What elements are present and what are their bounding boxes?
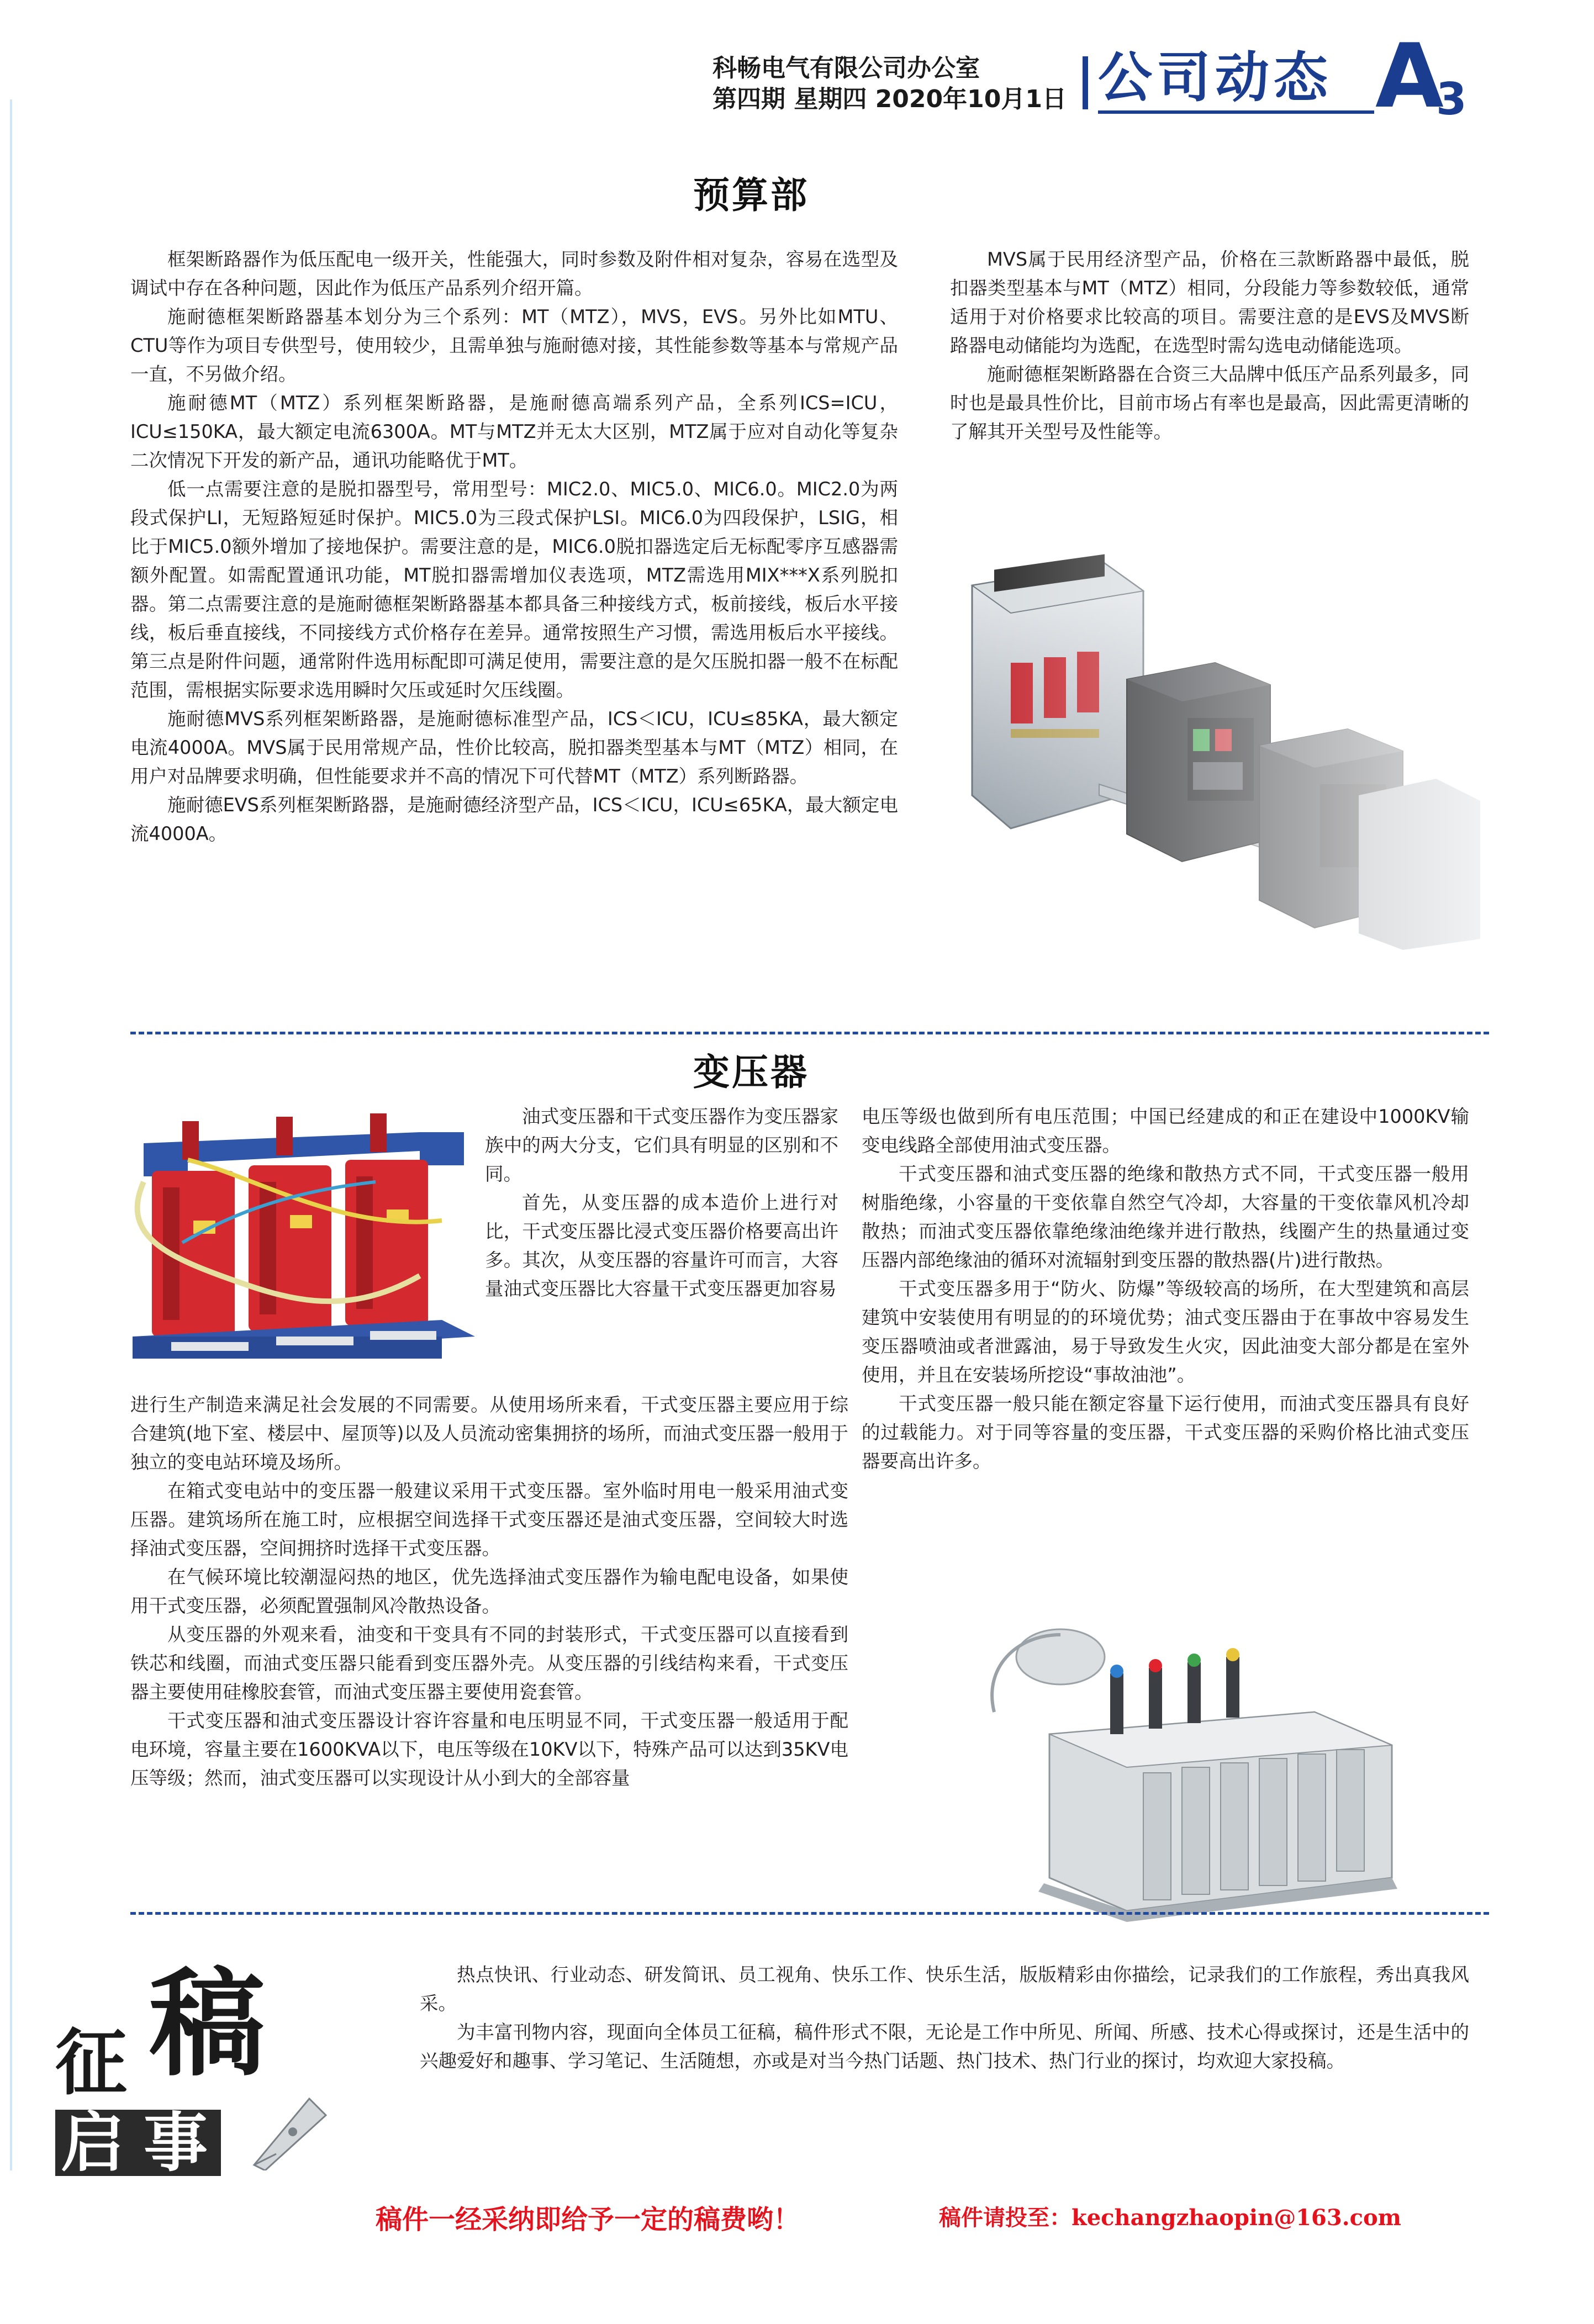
paragraph: 从变压器的外观来看，油变和干变具有不同的封装形式，干式变压器可以直接看到铁芯和线圈，而油式变压器只能看到变压器外壳。从变压器的引线结构来看，干式变压器主要使用硅橡胶套管，而油式变压器主要使用瓷套管。 [130,1624,848,1703]
company-name: 科畅电气有限公司办公室 [712,54,980,82]
call-for-papers-text [420,1961,1469,2075]
pen-nib-icon [243,2088,331,2170]
oil-transformer-image [961,1602,1436,1922]
paragraph: 干式变压器多用于“防火、防爆”等级较高的场所，在大型建筑和高层建筑中安装使用有明显的的环境优势；油式变压器由于在事故中容易发生变压器喷油或者泄露油，易于导致发生火灾，因此油变大部分都是在室外使用，并且在安装场所挖设“事故油池”。 [862,1278,1469,1386]
transformer-left-column [130,1391,848,1793]
section-title-transformer: 变压器 [693,1051,809,1094]
paragraph: 为丰富刊物内容，现面向全体员工征稿，稿件形式不限，无论是工作中所见、所闻、所感、技术心得或探讨，还是生活中的兴趣爱好和趣事、学习笔记、生活随想，亦或是对当今热门话题、热门技术、热门行业的探讨，均欢迎大家投稿。 [420,2021,1469,2072]
page-letter: A [1375,24,1444,128]
transformer-intro [485,1102,838,1303]
issue-info: 第四期 星期四 2020年10月1日 [712,85,1067,113]
logo-char-qi: 启 [61,2105,125,2180]
section-title-budget: 预算部 [693,174,809,216]
transformer-right-column [862,1102,1469,1476]
paragraph: 电压等级也做到所有电压范围；中国已经建成的和正在建设中1000KV输变电线路全部使用油式变压器。 [862,1106,1469,1156]
margin-line [10,99,12,2170]
circuit-breaker-image [961,552,1480,950]
paragraph: 进行生产制造来满足社会发展的不同需要。从使用场所来看，干式变压器主要应用于综合建筑(地下室、楼层中、屋顶等)以及人员流动密集拥挤的场所，而油式变压器一般用于独立的变电站环境及场所。 [130,1394,848,1473]
paragraph: 施耐德MT（MTZ）系列框架断路器，是施耐德高端系列产品，全系列ICS=ICU，ICU≤150KA，最大额定电流6300A。MT与MTZ并无太大区别，MTZ属于应对自动化等复杂二次情况下开发的新产品，通讯功能略优于MT。 [130,392,898,471]
paragraph: 干式变压器和油式变压器设计容许容量和电压明显不同，干式变压器一般适用于配电环境，容量主要在1600KVA以下，电压等级在10KV以下，特殊产品可以达到35KV电压等级；然而，油式变压器可以实现设计从小到大的全部容量 [130,1710,848,1789]
email-address[interactable]: kechangzhaopin@163.com [1072,2205,1401,2231]
header-divider [1083,56,1088,109]
paragraph: 施耐德框架断路器在合资三大品牌中低压产品系列最多，同时也是最具性价比，目前市场占有率也是最高，因此需更清晰的了解其开关型号及性能等。 [950,363,1469,442]
paragraph: 低一点需要注意的是脱扣器型号，常用型号：MIC2.0、MIC5.0、MIC6.0。MIC2.0为两段式保护LI，无短路短延时保护。MIC5.0为三段式保护LSI。MIC6.0为四段保护，LSIG，相比于MIC5.0额外增加了接地保护。需要注意的是，MIC6.0脱扣器选定后无标配零序互感器需额外配置。如需配置通讯功能，MT脱扣器需增加仪表选项，MTZ需选用MIX***X系列脱扣器。第二点需要注意的是施耐德框架断路器基本都具备三种接线方式，板前接线，板后水平接线，板后垂直接线，不同接线方式价格存在差异。通常按照生产习惯，需选用板后水平接线。第三点是附件问题，通常附件选用标配即可满足使用，需要注意的是欠压脱扣器一般不在标配范围，需根据实际要求选用瞬时欠压或延时欠压线圈。 [130,478,898,701]
section-divider [130,1912,1489,1915]
page-number: 3 [1436,73,1467,125]
header-underline [1098,110,1374,114]
paragraph: 首先，从变压器的成本造价上进行对比，干式变压器比浸式变压器价格要高出许多。其次，从变压器的容量许可而言，大容量油式变压器比大容量干式变压器更加容易 [485,1192,838,1300]
paragraph: 油式变压器和干式变压器作为变压器家族中的两大分支，它们具有明显的区别和不同。 [485,1106,838,1185]
budget-left-column [130,245,898,848]
email-label: 稿件请投至： [939,2205,1072,2231]
paragraph: 框架断路器作为低压配电一级开关，性能强大，同时参数及附件相对复杂，容易在选型及调试中存在各种问题，因此作为低压产品系列介绍开篇。 [130,249,898,299]
call-for-papers-logo [11,1956,331,2180]
paragraph: 施耐德MVS系列框架断路器，是施耐德标准型产品，ICS＜ICU，ICU≤85KA，最大额定电流4000A。MVS属于民用常规产品，性价比较高，脱扣器类型基本与MT（MTZ）相同，在用户对品牌要求明确，但性能要求并不高的情况下可代替MT（MTZ）系列断路器。 [130,708,898,787]
paragraph: 施耐德EVS系列框架断路器，是施耐德经济型产品，ICS＜ICU，ICU≤65KA，最大额定电流4000A。 [130,794,898,844]
budget-right-column [950,245,1469,446]
column-title: 公司动态 [1098,46,1333,109]
reward-notice: 稿件一经采纳即给予一定的稿费哟！ [376,2204,800,2235]
logo-char-shi: 事 [144,2105,208,2180]
dry-transformer-image [110,1110,486,1386]
section-divider [130,1032,1489,1034]
paragraph: 施耐德框架断路器基本划分为三个系列：MT（MTZ），MVS，EVS。另外比如MTU、CTU等作为项目专供型号，使用较少，且需单独与施耐德对接，其性能参数等基本与常规产品一直，不另做介绍。 [130,306,898,385]
logo-char-zheng: 征 [55,2020,128,2105]
submission-email-line [939,2200,1401,2232]
paragraph: 在气候环境比较潮湿闷热的地区，优先选择油式变压器作为输电配电设备，如果使用干式变压器，必须配置强制风冷散热设备。 [130,1566,848,1617]
paragraph: MVS属于民用经济型产品，价格在三款断路器中最低，脱扣器类型基本与MT（MTZ）相同，分段能力等参数较低，通常适用于对价格要求比较高的项目。需要注意的是EVS及MVS断路器电动储能均为选配，在选型时需勾选电动储能选项。 [950,249,1469,356]
paragraph: 热点快讯、行业动态、研发简讯、员工视角、快乐工作、快乐生活，版版精彩由你描绘，记录我们的工作旅程，秀出真我风采。 [420,1964,1469,2014]
logo-char-gao: 稿 [149,1956,266,2092]
paragraph: 干式变压器和油式变压器的绝缘和散热方式不同，干式变压器一般用树脂绝缘，小容量的干变依靠自然空气冷却，大容量的干变依靠风机冷却散热；而油式变压器依靠绝缘油绝缘并进行散热，线圈产生的热量通过变压器内部绝缘油的循环对流辐射到变压器的散热器(片)进行散热。 [862,1163,1469,1271]
paragraph: 在箱式变电站中的变压器一般建议采用干式变压器。室外临时用电一般采用油式变压器。建筑场所在施工时，应根据空间选择干式变压器还是油式变压器，空间较大时选择油式变压器，空间拥挤时选择干式变压器。 [130,1480,848,1559]
paragraph: 干式变压器一般只能在额定容量下运行使用，而油式变压器具有良好的过载能力。对于同等容量的变压器，干式变压器的采购价格比油式变压器要高出许多。 [862,1393,1469,1472]
